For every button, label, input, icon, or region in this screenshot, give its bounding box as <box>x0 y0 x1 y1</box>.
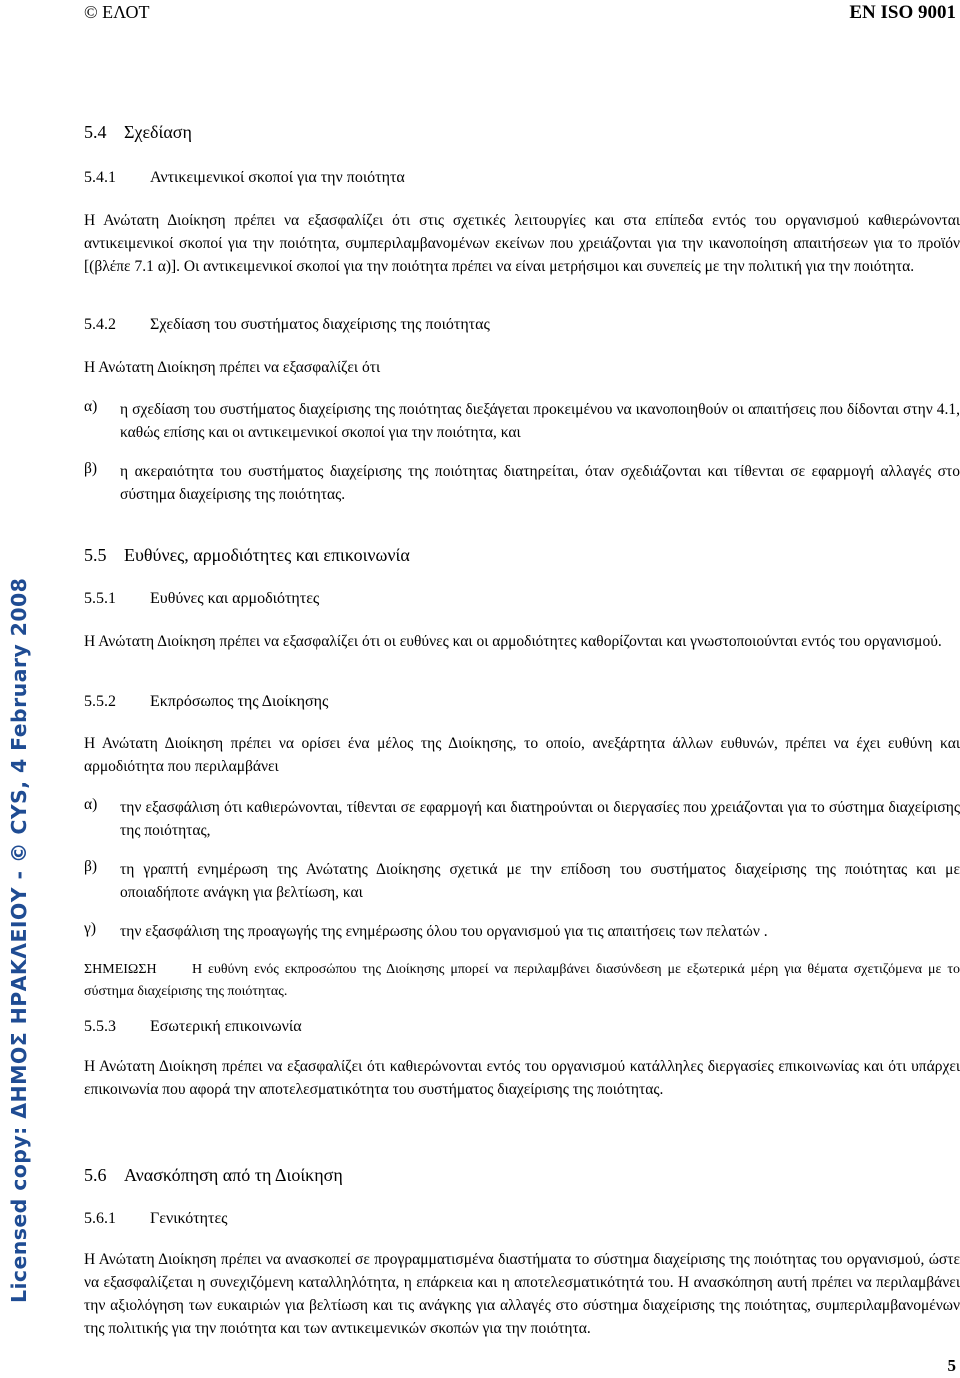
paragraph-5-4-2-intro: Η Ανώτατη Διοίκηση πρέπει να εξασφαλίζει ότι <box>84 359 381 376</box>
section-title: Σχεδίαση του συστήματος διαχείρισης της ποιότητας <box>150 316 490 333</box>
section-number: 5.4.2 <box>84 316 116 333</box>
note-text: Η ευθύνη ενός εκπροσώπου της Διοίκησης μπορεί να περιλαμβάνει διασύνδεση με εξωτερικά μέρη για θέματα σχετιζόμενα με το σύστημα διαχείρισης της ποιότητας. <box>84 962 960 999</box>
note-label: ΣΗΜΕΙΩΣΗ <box>84 962 157 977</box>
section-title: Εκπρόσωπος της Διοίκησης <box>150 693 329 710</box>
list-item <box>84 460 960 506</box>
page-number: 5 <box>947 1356 956 1375</box>
section-heading-5-4 <box>84 122 960 143</box>
section-number: 5.5.1 <box>84 590 116 607</box>
list-marker: γ) <box>84 920 97 937</box>
section-heading-5-4-2 <box>84 316 960 334</box>
section-heading-5-5-2 <box>84 693 960 711</box>
section-title: Ευθύνες και αρμοδιότητες <box>150 590 320 607</box>
standard-header: EN ISO 9001 <box>849 2 956 23</box>
section-heading-5-5-1 <box>84 590 960 608</box>
list-marker: α) <box>84 398 98 415</box>
section-heading-5-6-1 <box>84 1210 960 1228</box>
section-title: Ανασκόπηση από τη Διοίκηση <box>124 1165 343 1185</box>
paragraph-5-5-2-intro: Η Ανώτατη Διοίκηση πρέπει να ορίσει ένα μέλος της Διοίκησης, το οποίο, ανεξάρτητα άλλων ευθυνών, πρέπει να έχει ευθύνη και αρμοδιότητα που περιλαμβάνει <box>84 735 960 775</box>
section-number: 5.6.1 <box>84 1210 116 1227</box>
section-number: 5.4 <box>84 122 107 142</box>
paragraph-5-5-3: Η Ανώτατη Διοίκηση πρέπει να εξασφαλίζει ότι καθιερώνονται εντός του οργανισμού κατάλληλες διεργασίες επικοινωνίας και ότι υπάρχει επικοινωνία που αφορά την αποτελεσματικότητα του συστήματος διαχείρισης της ποιότητας. <box>84 1058 960 1098</box>
section-title: Σχεδίαση <box>124 122 192 142</box>
paragraph-5-5-1: Η Ανώτατη Διοίκηση πρέπει να εξασφαλίζει ότι οι ευθύνες και οι αρμοδιότητες καθορίζονται και γνωστοποιούνται εντός του οργανισμού. <box>84 633 942 650</box>
section-heading-5-6 <box>84 1165 960 1186</box>
section-heading-5-5-3 <box>84 1018 960 1036</box>
note <box>84 959 960 1003</box>
section-number: 5.5 <box>84 545 107 565</box>
copyright-header: © ΕΛΟΤ <box>84 2 150 22</box>
list-item <box>84 858 960 904</box>
list-text: η σχεδίαση του συστήματος διαχείρισης της ποιότητας διεξάγεται προκειμένου να ικανοποιηθούν οι απαιτήσεις που δίδονται στην 4.1, καθώς επίσης και οι αντικειμενικοί σκοποί για την ποιότητα, και <box>120 401 960 441</box>
list-text: τη γραπτή ενημέρωση της Ανώτατης Διοίκησης σχετικά με την επίδοση του συστήματος διαχείρισης της ποιότητας και με οποιαδήποτε ανάγκη για βελτίωση, και <box>120 861 960 901</box>
section-number: 5.6 <box>84 1165 107 1185</box>
list-marker: α) <box>84 796 98 813</box>
list-item <box>84 920 960 943</box>
list-item <box>84 796 960 842</box>
section-number: 5.5.3 <box>84 1018 116 1035</box>
list-text: η ακεραιότητα του συστήματος διαχείρισης της ποιότητας διατηρείται, όταν σχεδιάζονται και τίθενται σε εφαρμογή αλλαγές στο σύστημα διαχείρισης της ποιότητας. <box>120 463 960 503</box>
paragraph-5-6-1: Η Ανώτατη Διοίκηση πρέπει να ανασκοπεί σε προγραμματισμένα διαστήματα το σύστημα διαχείρισης της ποιότητας του οργανισμού, ώστε να εξασφαλίζεται η συνεχιζόμενη καταλληλότητα, η επάρκεια και η αποτελεσματικότητά του. Η ανασκόπηση αυτή πρέπει να περιλαμβάνει την αξιολόγηση των ευκαιριών για βελτίωση και τις ανάγκης για αλλαγές στο σύστημα διαχείρισης της ποιότητας, συμπεριλαμβανομένων της πολιτικής για την ποιότητα και των αντικειμενικών σκοπών για την ποιότητα. <box>84 1251 960 1337</box>
license-watermark: Licensed copy: ΔΗΜΟΣ ΗΡΑΚΛΕΙΟΥ - © CYS, 4 February 2008 <box>7 577 31 1303</box>
list-item <box>84 398 960 444</box>
section-heading-5-5 <box>84 545 960 566</box>
list-marker: β) <box>84 858 98 875</box>
list-marker: β) <box>84 460 98 477</box>
list-text: την εξασφάλιση ότι καθιερώνονται, τίθενται σε εφαρμογή και διατηρούνται οι διεργασίες που χρειάζονται για το σύστημα διαχείρισης της ποιότητας, <box>120 799 960 839</box>
section-title: Αντικειμενικοί σκοποί για την ποιότητα <box>150 169 405 186</box>
section-number: 5.4.1 <box>84 169 116 186</box>
section-title: Ευθύνες, αρμοδιότητες και επικοινωνία <box>124 545 410 565</box>
section-title: Εσωτερική επικοινωνία <box>150 1018 302 1035</box>
section-heading-5-4-1 <box>84 169 960 187</box>
section-number: 5.5.2 <box>84 693 116 710</box>
section-title: Γενικότητες <box>150 1210 228 1227</box>
paragraph-5-4-1: Η Ανώτατη Διοίκηση πρέπει να εξασφαλίζει ότι στις σχετικές λειτουργίες και στα επίπεδα εντός του οργανισμού καθιερώνονται αντικειμενικοί σκοποί για την ποιότητα, συμπεριλαμβανομένων εκείνων που χρειάζονται για την ικανοποίηση απαιτήσεων για το προϊόν [(βλέπε 7.1 α)]. Οι αντικειμενικοί σκοποί για την ποιότητα πρέπει να είναι μετρήσιμοι και συνεπείς με την πολιτική για την ποιότητα. <box>84 212 960 275</box>
list-text: την εξασφάλιση της προαγωγής της ενημέρωσης όλου του οργανισμού για τις απαιτήσεις των πελατών . <box>120 923 768 940</box>
